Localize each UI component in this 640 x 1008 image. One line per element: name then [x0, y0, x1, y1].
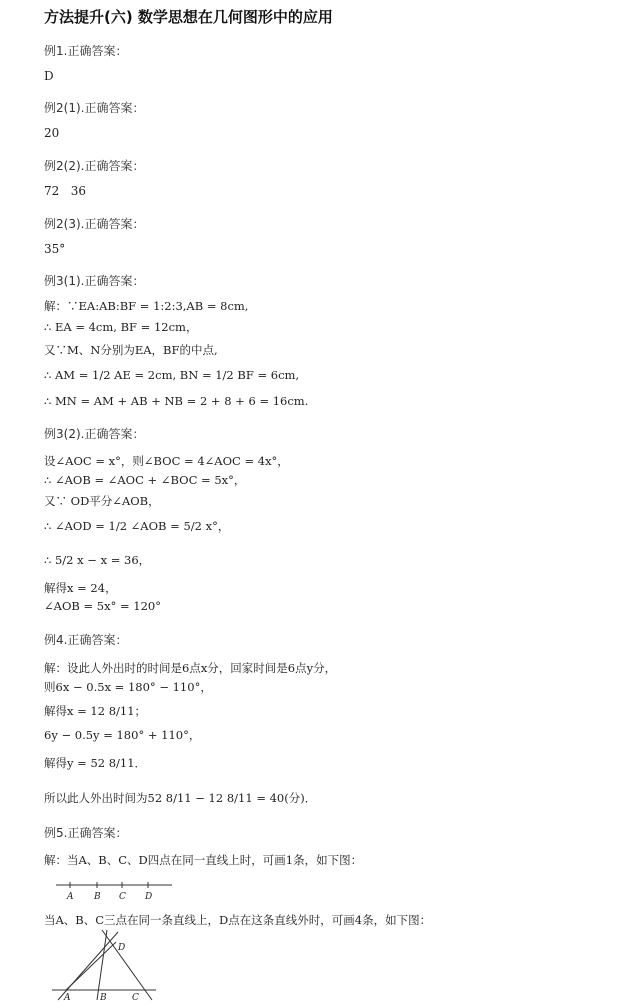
ex5-label: 例5.正确答案： — [44, 826, 128, 840]
ex4-label: 例4.正确答案： — [44, 633, 128, 647]
point-label-b: B — [100, 993, 107, 1003]
ex1-answer: D — [44, 69, 54, 83]
ex3-2-line: ∴ 5/2 x − x = 36， — [44, 553, 151, 567]
ex2-3-answer: 35° — [44, 242, 66, 256]
ex5-line: 当A、B、C三点在同一条直线上，D点在这条直线外时，可画4条，如下图： — [44, 913, 432, 927]
ex3-2-label: 例3(2).正确答案： — [44, 427, 145, 441]
ex3-2-line: ∴ ∠AOB = ∠AOC + ∠BOC = 5x°， — [44, 473, 246, 487]
ex3-1-line: ∴ EA = 4cm, BF = 12cm， — [44, 320, 198, 334]
ex4-line: 则6x − 0.5x = 180° − 110°， — [44, 680, 212, 694]
ex3-1-line: ∴ AM = 1/2 AE = 2cm, BN = 1/2 BF = 6cm, — [44, 368, 300, 382]
ex2-1-label: 例2(1).正确答案： — [44, 101, 145, 115]
ex4-line: 解得x = 12 8/11； — [44, 704, 147, 718]
ex4-line: 解：设此人外出时的时间是6点x分，回家时间是6点y分， — [44, 661, 337, 675]
ex4-line: 解得y = 52 8/11． — [44, 756, 147, 770]
ex3-1-line: 又∵M、N分别为EA，BF的中点, — [44, 343, 218, 357]
ex3-1-line: ∴ MN = AM + AB + NB = 2 + 8 + 6 = 16cm. — [44, 394, 309, 408]
point-label-d: D — [118, 943, 126, 953]
ex5-line: 解：当A、B、C、D四点在同一直线上时，可画1条，如下图： — [44, 853, 363, 867]
ex3-2-line: ∴ ∠AOD = 1/2 ∠AOB = 5/2 x°， — [44, 519, 230, 533]
point-label-a: A — [67, 892, 74, 902]
ex4-line: 6y − 0.5y = 180° + 110°， — [44, 728, 201, 742]
triangle-lines-figure — [52, 928, 162, 1004]
point-label-a: A — [64, 993, 71, 1003]
ex3-1-line: 解：∵EA:AB:BF = 1:2:3,AB = 8cm, — [44, 299, 249, 313]
point-label-c: C — [119, 892, 126, 902]
ex4-line: 所以此人外出时间为52 8/11 − 12 8/11 = 40(分)． — [44, 791, 317, 805]
collinear-points-figure — [56, 876, 176, 904]
page-title: 方法提升(六) 数学思想在几何图形中的应用 — [44, 8, 333, 26]
ex3-1-label: 例3(1).正确答案： — [44, 274, 145, 288]
ex3-2-line: 设∠AOC = x°，则∠BOC = 4∠AOC = 4x°， — [44, 454, 289, 468]
ex2-2-answer: 72 36 — [44, 184, 86, 198]
point-label-c: C — [132, 993, 139, 1003]
ex2-1-answer: 20 — [44, 126, 60, 140]
point-label-d: D — [145, 892, 153, 902]
point-label-b: B — [94, 892, 101, 902]
ex3-2-line: 解得x = 24， — [44, 581, 117, 595]
ex2-3-label: 例2(3).正确答案： — [44, 217, 145, 231]
ex2-2-label: 例2(2).正确答案： — [44, 159, 145, 173]
ex3-2-line: 又∵ OD平分∠AOB， — [44, 494, 160, 508]
ex3-2-line: ∠AOB = 5x° = 120° — [44, 599, 161, 613]
ex1-label: 例1.正确答案： — [44, 44, 128, 58]
